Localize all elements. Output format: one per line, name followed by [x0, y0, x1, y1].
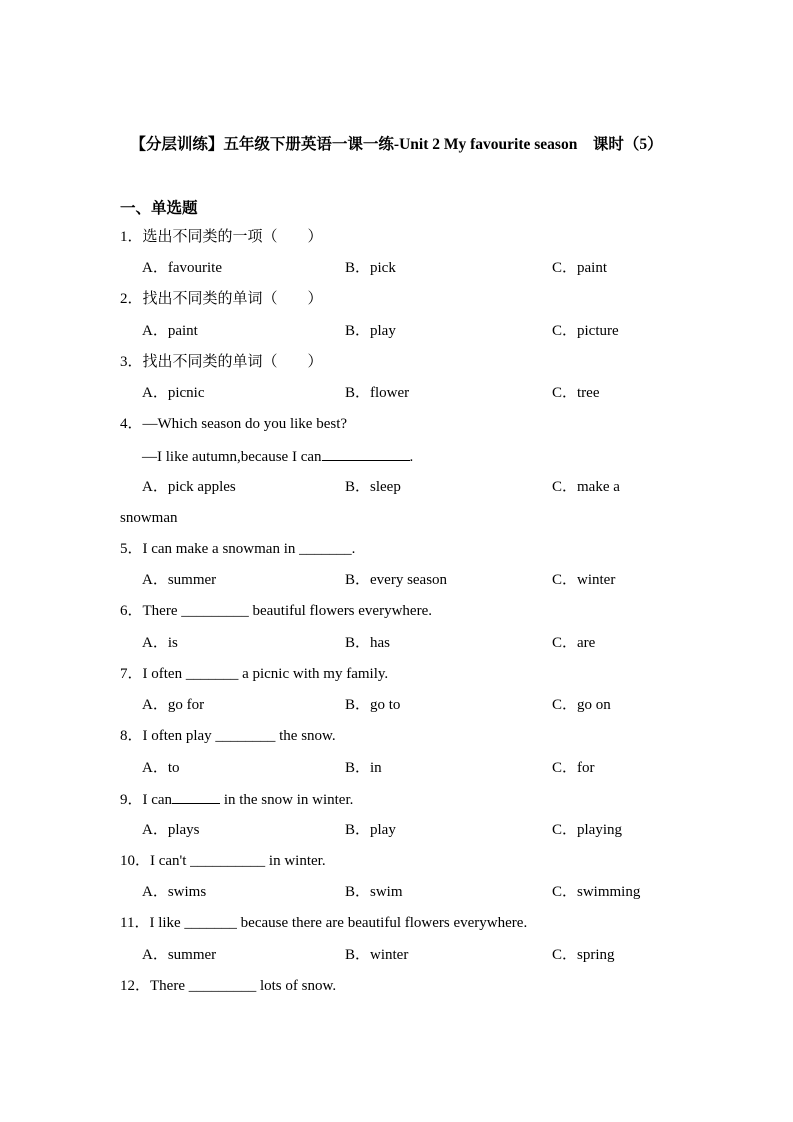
question-7-stem: 7．I often _______ a picnic with my family. — [120, 666, 389, 682]
question-11-option-a[interactable]: A．summer — [142, 947, 217, 963]
question-1-stem: 1．选出不同类的一项（ ） — [120, 229, 323, 245]
question-1-option-c[interactable]: C．paint — [552, 260, 607, 276]
question-11-option-b[interactable]: B．winter — [345, 947, 409, 963]
question-2-stem: 2．找出不同类的单词（ ） — [120, 291, 323, 307]
answer-blank — [322, 446, 410, 461]
question-6-stem: 6．There _________ beautiful flowers everywhere. — [120, 603, 432, 619]
section-heading: 一、单选题 — [120, 200, 198, 217]
question-5-stem: 5．I can make a snowman in _______. — [120, 541, 356, 557]
question-4-option-c[interactable]: C．make a — [552, 479, 620, 495]
question-1-option-b[interactable]: B．pick — [345, 260, 396, 276]
question-8-option-b[interactable]: B．in — [345, 760, 382, 776]
question-9-option-b[interactable]: B．play — [345, 822, 396, 838]
question-4-line-2 — [142, 446, 413, 467]
question-9-option-c[interactable]: C．playing — [552, 822, 622, 838]
question-8-option-c[interactable]: C．for — [552, 760, 595, 776]
question-7-option-b[interactable]: B．go to — [345, 697, 401, 713]
page-title: 【分层训练】五年级下册英语一课一练-Unit 2 My favourite season 课时（5） — [130, 136, 663, 153]
answer-blank — [172, 789, 220, 804]
question-4-line-2-end: . — [409, 449, 414, 465]
question-11-option-c[interactable]: C．spring — [552, 947, 615, 963]
question-2-option-a[interactable]: A．paint — [142, 323, 198, 339]
question-6-option-a[interactable]: A．is — [142, 635, 178, 651]
question-4-option-a[interactable]: A．pick apples — [142, 479, 236, 495]
question-3-option-c[interactable]: C．tree — [552, 385, 600, 401]
question-8-option-a[interactable]: A．to — [142, 760, 180, 776]
question-9-stem-text: 9．I can — [120, 792, 173, 808]
question-7-option-c[interactable]: C．go on — [552, 697, 611, 713]
question-9-stem-end: in the snow in winter. — [220, 792, 354, 808]
question-7-option-a[interactable]: A．go for — [142, 697, 205, 713]
question-3-option-a[interactable]: A．picnic — [142, 385, 205, 401]
question-12-stem: 12．There _________ lots of snow. — [120, 978, 337, 994]
question-3-stem: 3．找出不同类的单词（ ） — [120, 354, 323, 370]
question-8-stem: 8．I often play ________ the snow. — [120, 728, 336, 744]
question-11-stem: 11．I like _______ because there are beautiful flowers everywhere. — [120, 915, 528, 931]
question-1-option-a[interactable]: A．favourite — [142, 260, 222, 276]
question-10-stem: 10．I can't __________ in winter. — [120, 853, 326, 869]
question-9-stem — [120, 789, 353, 810]
question-6-option-c[interactable]: C．are — [552, 635, 596, 651]
question-9-option-a[interactable]: A．plays — [142, 822, 200, 838]
question-5-option-b[interactable]: B．every season — [345, 572, 448, 588]
question-10-option-b[interactable]: B．swim — [345, 884, 403, 900]
question-2-option-c[interactable]: C．picture — [552, 323, 619, 339]
question-4-option-b[interactable]: B．sleep — [345, 479, 401, 495]
question-10-option-a[interactable]: A．swims — [142, 884, 207, 900]
question-4-stem: 4．—Which season do you like best? — [120, 416, 348, 432]
question-4-option-c-wrap: snowman — [120, 510, 178, 526]
question-5-option-a[interactable]: A．summer — [142, 572, 217, 588]
question-10-option-c[interactable]: C．swimming — [552, 884, 641, 900]
question-3-option-b[interactable]: B．flower — [345, 385, 410, 401]
question-2-option-b[interactable]: B．play — [345, 323, 396, 339]
question-6-option-b[interactable]: B．has — [345, 635, 391, 651]
question-5-option-c[interactable]: C．winter — [552, 572, 616, 588]
question-4-line-2-text: —I like autumn,because I can — [142, 449, 322, 465]
